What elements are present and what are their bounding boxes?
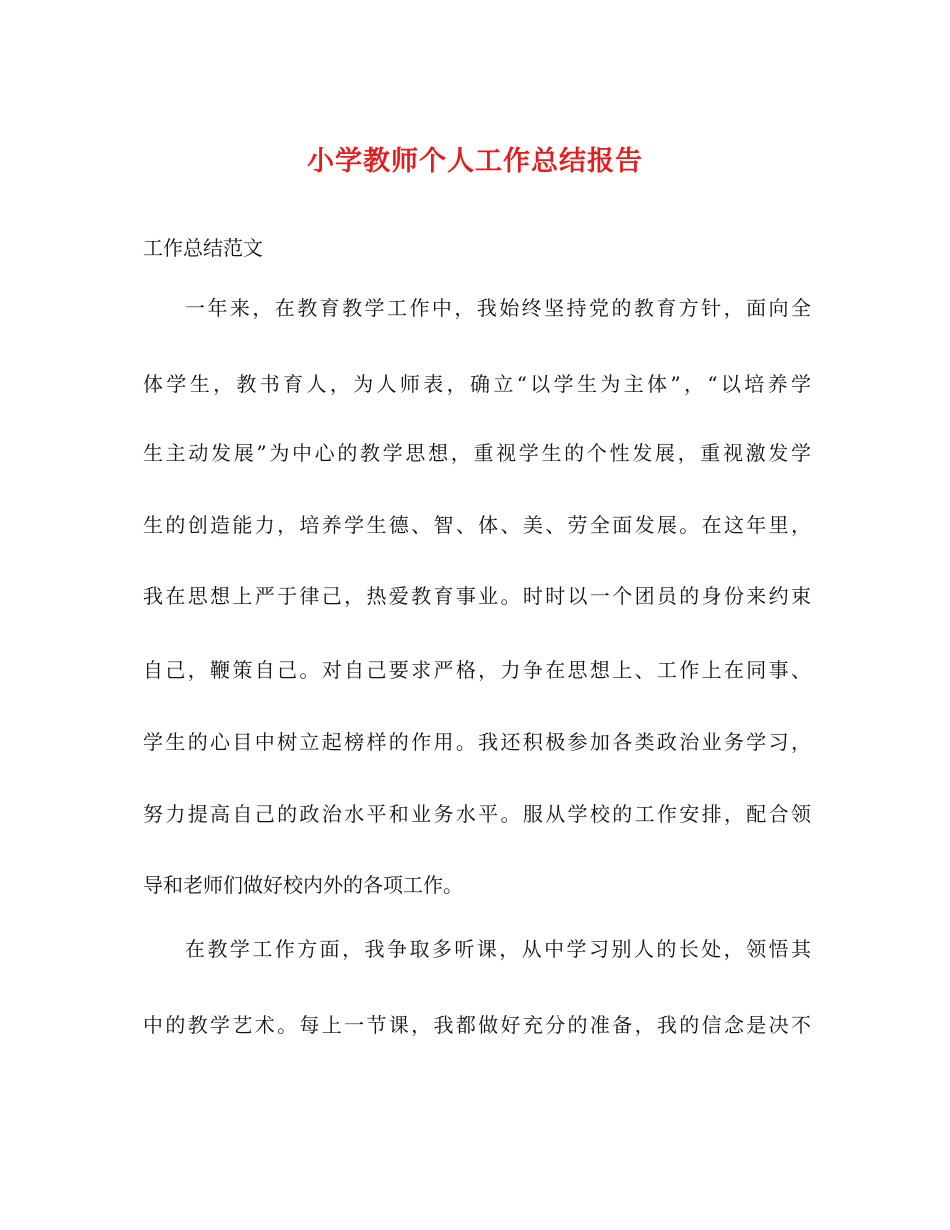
paragraph-line: 学生的心目中树立起榜样的作用。我还积极参加各类政治业务学习， (143, 730, 811, 754)
document-title: 小学教师个人工作总结报告 (307, 146, 643, 177)
paragraph-line: 我在思想上严于律己，热爱教育事业。时时以一个团员的身份来约束 (143, 584, 811, 608)
paragraph-line: 在教学工作方面，我争取多听课，从中学习别人的长处，领悟其 (185, 937, 811, 961)
paragraph-line: 中的教学艺术。每上一节课，我都做好充分的准备，我的信念是决不 (143, 1013, 811, 1037)
paragraph-line: 自己，鞭策自己。对自己要求严格，力争在思想上、工作上在同事、 (143, 658, 811, 682)
paragraph-line: 生主动发展”为中心的教学思想，重视学生的个性发展，重视激发学 (143, 441, 811, 465)
document-subtitle: 工作总结范文 (143, 236, 263, 260)
paragraph-line: 体学生，教书育人，为人师表，确立“以学生为主体”，“以培养学 (143, 372, 811, 396)
paragraph-line: 生的创造能力，培养学生德、智、体、美、劳全面发展。在这年里， (143, 513, 811, 537)
paragraph-line: 一年来，在教育教学工作中，我始终坚持党的教育方针，面向全 (185, 296, 811, 320)
paragraph-line: 努力提高自己的政治水平和业务水平。服从学校的工作安排，配合领 (143, 802, 811, 826)
paragraph-line: 导和老师们做好校内外的各项工作。 (143, 873, 463, 897)
